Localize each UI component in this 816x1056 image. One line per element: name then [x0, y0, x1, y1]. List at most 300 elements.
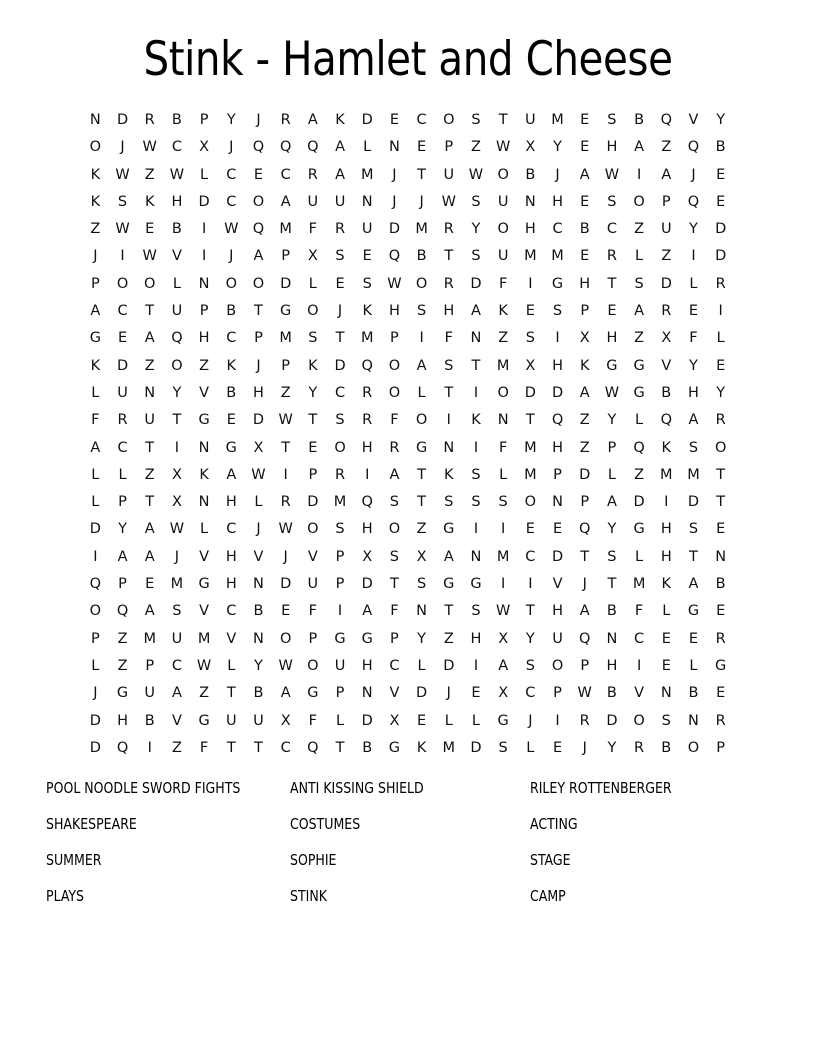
grid-cell[interactable]: A	[144, 521, 155, 538]
grid-cell[interactable]: I	[473, 657, 479, 674]
grid-cell[interactable]: T	[444, 603, 454, 620]
grid-cell[interactable]: G	[633, 521, 645, 538]
grid-cell[interactable]: Q	[307, 739, 319, 756]
grid-cell[interactable]: I	[174, 439, 180, 456]
grid-cell[interactable]: L	[689, 657, 698, 674]
grid-cell[interactable]: E	[716, 603, 726, 620]
grid-cell[interactable]: T	[471, 357, 481, 374]
grid-cell[interactable]: A	[90, 303, 101, 320]
grid-cell[interactable]: R	[443, 275, 454, 292]
grid-cell[interactable]: J	[93, 248, 98, 265]
grid-cell[interactable]: E	[552, 739, 563, 756]
grid-cell[interactable]: D	[660, 275, 672, 292]
grid-cell[interactable]: I	[446, 412, 451, 429]
grid-cell[interactable]: E	[716, 685, 726, 702]
grid-cell[interactable]: W	[441, 193, 456, 210]
grid-cell[interactable]: A	[226, 466, 237, 483]
grid-cell[interactable]: L	[172, 275, 181, 292]
grid-cell[interactable]: L	[689, 275, 698, 292]
grid-cell[interactable]: E	[253, 166, 264, 183]
grid-cell[interactable]: C	[226, 166, 237, 183]
grid-cell[interactable]: D	[198, 193, 210, 210]
grid-cell[interactable]: D	[280, 576, 292, 593]
grid-cell[interactable]: U	[225, 712, 237, 729]
grid-cell[interactable]: N	[89, 112, 101, 128]
grid-cell[interactable]: S	[607, 193, 617, 210]
grid-cell[interactable]: W	[142, 248, 157, 265]
grid-cell[interactable]: J	[256, 112, 261, 128]
grid-cell[interactable]: O	[307, 303, 319, 320]
grid-cell[interactable]: P	[553, 685, 562, 702]
grid-cell[interactable]: P	[90, 630, 100, 647]
grid-cell[interactable]: L	[200, 166, 209, 183]
grid-cell[interactable]: P	[308, 630, 318, 647]
grid-cell[interactable]: Z	[634, 330, 645, 347]
grid-cell[interactable]: O	[388, 384, 401, 401]
grid-cell[interactable]: R	[334, 221, 346, 238]
grid-cell[interactable]: Y	[607, 521, 617, 538]
grid-cell[interactable]: K	[226, 357, 237, 374]
grid-cell[interactable]: A	[335, 139, 345, 156]
grid-cell[interactable]: S	[308, 330, 318, 347]
grid-cell[interactable]: A	[688, 576, 699, 593]
grid-cell[interactable]: S	[688, 521, 699, 538]
grid-cell[interactable]: U	[171, 303, 183, 320]
grid-cell[interactable]: D	[334, 357, 346, 374]
grid-cell[interactable]: F	[498, 439, 508, 456]
grid-cell[interactable]: C	[525, 548, 536, 565]
grid-cell[interactable]: Z	[144, 466, 155, 483]
grid-cell[interactable]: N	[361, 685, 373, 702]
grid-cell[interactable]: C	[171, 657, 182, 674]
grid-cell[interactable]: X	[307, 248, 318, 265]
grid-cell[interactable]: I	[691, 248, 696, 265]
grid-cell[interactable]: H	[688, 384, 699, 401]
grid-cell[interactable]: N	[552, 494, 563, 511]
grid-cell[interactable]: I	[147, 739, 152, 756]
grid-cell[interactable]: S	[335, 521, 345, 538]
grid-cell[interactable]: E	[716, 166, 726, 183]
grid-cell[interactable]: C	[280, 739, 291, 756]
grid-cell[interactable]: O	[252, 193, 265, 210]
grid-cell[interactable]: R	[579, 712, 590, 729]
grid-cell[interactable]: T	[417, 466, 427, 483]
grid-cell[interactable]: B	[253, 685, 264, 702]
grid-cell[interactable]: R	[715, 630, 726, 647]
grid-cell[interactable]: R	[634, 739, 645, 756]
grid-cell[interactable]: T	[716, 466, 726, 483]
grid-cell[interactable]: T	[172, 412, 182, 429]
grid-cell[interactable]: K	[416, 739, 427, 756]
grid-cell[interactable]: S	[471, 112, 481, 128]
grid-cell[interactable]: S	[471, 248, 481, 265]
grid-cell[interactable]: W	[468, 166, 484, 183]
grid-cell[interactable]: J	[229, 248, 234, 265]
grid-cell[interactable]: H	[606, 139, 618, 156]
grid-cell[interactable]: E	[117, 330, 128, 347]
grid-cell[interactable]: B	[362, 739, 373, 756]
grid-cell[interactable]: R	[280, 494, 291, 511]
grid-cell[interactable]: R	[443, 221, 454, 238]
grid-cell[interactable]: S	[471, 466, 481, 483]
grid-cell[interactable]: V	[199, 384, 210, 401]
grid-cell[interactable]: S	[471, 494, 481, 511]
grid-cell[interactable]: T	[417, 494, 427, 511]
grid-cell[interactable]: V	[389, 685, 400, 702]
grid-cell[interactable]: C	[280, 166, 291, 183]
grid-cell[interactable]: E	[552, 521, 563, 538]
grid-cell[interactable]: Q	[660, 412, 672, 429]
grid-cell[interactable]: Q	[252, 221, 265, 238]
grid-cell[interactable]: P	[281, 357, 291, 374]
grid-cell[interactable]: Z	[634, 221, 645, 238]
grid-cell[interactable]: U	[307, 193, 319, 210]
grid-cell[interactable]: D	[89, 521, 101, 538]
grid-cell[interactable]: Q	[551, 412, 564, 429]
grid-cell[interactable]: W	[224, 221, 239, 238]
grid-cell[interactable]: Y	[172, 384, 182, 401]
grid-cell[interactable]: C	[606, 221, 617, 238]
grid-cell[interactable]: D	[361, 712, 373, 729]
grid-cell[interactable]: K	[90, 357, 101, 374]
grid-cell[interactable]: M	[442, 739, 456, 756]
grid-cell[interactable]: T	[335, 330, 345, 347]
letter-grid[interactable]	[82, 107, 735, 762]
grid-cell[interactable]: B	[715, 576, 726, 593]
grid-cell[interactable]: P	[580, 494, 590, 511]
grid-cell[interactable]: Q	[361, 357, 373, 374]
grid-cell[interactable]: P	[390, 630, 399, 647]
grid-cell[interactable]: O	[497, 384, 509, 401]
grid-cell[interactable]: F	[199, 739, 209, 756]
grid-cell[interactable]: Y	[471, 221, 481, 238]
grid-cell[interactable]: R	[280, 112, 291, 128]
grid-cell[interactable]: C	[117, 439, 128, 456]
grid-cell[interactable]: O	[279, 630, 292, 647]
grid-cell[interactable]: F	[308, 603, 318, 620]
grid-cell[interactable]: N	[388, 139, 400, 156]
grid-cell[interactable]: F	[444, 330, 453, 347]
grid-cell[interactable]: X	[579, 330, 590, 347]
grid-cell[interactable]: Y	[525, 630, 535, 647]
grid-cell[interactable]: L	[607, 466, 616, 483]
grid-cell[interactable]: K	[335, 112, 345, 128]
grid-cell[interactable]: C	[334, 384, 346, 401]
grid-cell[interactable]: S	[498, 494, 508, 511]
grid-cell[interactable]: J	[283, 548, 288, 565]
grid-cell[interactable]: U	[144, 412, 156, 429]
grid-cell[interactable]: E	[580, 139, 590, 156]
grid-cell[interactable]: D	[388, 221, 400, 238]
grid-cell[interactable]: X	[362, 548, 373, 565]
grid-cell[interactable]: M	[496, 548, 510, 565]
grid-cell[interactable]: T	[281, 439, 291, 456]
grid-cell[interactable]: J	[528, 712, 533, 729]
grid-cell[interactable]: U	[171, 630, 183, 647]
grid-cell[interactable]: Z	[199, 685, 210, 702]
grid-cell[interactable]: B	[226, 384, 237, 401]
grid-cell[interactable]: T	[607, 275, 617, 292]
grid-cell[interactable]: I	[555, 712, 560, 729]
grid-cell[interactable]: O	[415, 412, 428, 429]
grid-cell[interactable]: S	[117, 193, 128, 210]
grid-cell[interactable]: D	[551, 548, 564, 565]
grid-cell[interactable]: F	[689, 330, 698, 347]
grid-cell[interactable]: L	[363, 139, 372, 156]
grid-cell[interactable]: O	[307, 521, 319, 538]
grid-cell[interactable]: Y	[308, 384, 318, 401]
grid-cell[interactable]: Y	[607, 412, 617, 429]
grid-cell[interactable]: E	[226, 412, 236, 429]
grid-cell[interactable]: R	[307, 166, 318, 183]
grid-cell[interactable]: E	[281, 603, 291, 620]
grid-cell[interactable]: H	[552, 357, 563, 374]
grid-cell[interactable]: Y	[226, 112, 236, 128]
grid-cell[interactable]: N	[361, 193, 373, 210]
grid-cell[interactable]: B	[579, 221, 590, 238]
grid-cell[interactable]: E	[525, 521, 535, 538]
grid-cell[interactable]: A	[253, 248, 264, 265]
grid-cell[interactable]: A	[117, 548, 128, 565]
grid-cell[interactable]: P	[308, 466, 318, 483]
grid-cell[interactable]: K	[90, 193, 101, 210]
grid-cell[interactable]: D	[443, 657, 455, 674]
grid-cell[interactable]: R	[362, 384, 373, 401]
grid-cell[interactable]: H	[361, 657, 373, 674]
grid-cell[interactable]: P	[580, 657, 590, 674]
grid-cell[interactable]: X	[253, 439, 264, 456]
grid-cell[interactable]: S	[607, 112, 617, 128]
grid-cell[interactable]: L	[635, 248, 644, 265]
grid-cell[interactable]: W	[577, 685, 592, 702]
grid-cell[interactable]: Z	[443, 630, 454, 647]
grid-cell[interactable]: H	[606, 657, 618, 674]
grid-cell[interactable]: L	[200, 521, 209, 538]
grid-cell[interactable]: U	[443, 166, 455, 183]
grid-cell[interactable]: A	[90, 439, 101, 456]
grid-cell[interactable]: R	[661, 303, 672, 320]
grid-cell[interactable]: L	[227, 657, 236, 674]
grid-cell[interactable]: D	[715, 248, 727, 265]
grid-cell[interactable]: W	[387, 275, 402, 292]
grid-cell[interactable]: R	[715, 712, 726, 729]
grid-cell[interactable]: V	[634, 685, 645, 702]
grid-cell[interactable]: I	[419, 330, 424, 347]
grid-cell[interactable]: V	[253, 548, 264, 565]
grid-cell[interactable]: B	[688, 685, 699, 702]
grid-cell[interactable]: M	[551, 248, 564, 265]
grid-cell[interactable]: G	[225, 439, 237, 456]
grid-cell[interactable]: S	[607, 548, 617, 565]
grid-cell[interactable]: G	[551, 275, 564, 292]
grid-cell[interactable]: G	[89, 330, 101, 347]
grid-cell[interactable]: S	[172, 603, 182, 620]
grid-cell[interactable]: O	[307, 657, 319, 674]
grid-cell[interactable]: Q	[687, 193, 700, 210]
grid-cell[interactable]: O	[252, 275, 265, 292]
grid-cell[interactable]: S	[525, 657, 535, 674]
grid-cell[interactable]: I	[283, 466, 288, 483]
grid-cell[interactable]: Y	[118, 521, 127, 538]
grid-cell[interactable]: M	[415, 221, 428, 238]
grid-cell[interactable]: M	[551, 112, 564, 128]
grid-cell[interactable]: Z	[579, 439, 590, 456]
grid-cell[interactable]: E	[688, 630, 699, 647]
grid-cell[interactable]: D	[307, 494, 319, 511]
grid-cell[interactable]: G	[307, 685, 319, 702]
grid-cell[interactable]: E	[389, 112, 399, 128]
grid-cell[interactable]: A	[688, 412, 699, 429]
grid-cell[interactable]: P	[335, 576, 345, 593]
grid-cell[interactable]: L	[635, 548, 644, 565]
grid-cell[interactable]: H	[470, 630, 482, 647]
grid-cell[interactable]: E	[145, 576, 155, 593]
grid-cell[interactable]: R	[715, 275, 726, 292]
grid-cell[interactable]: Q	[171, 330, 183, 347]
grid-cell[interactable]: H	[225, 548, 237, 565]
grid-cell[interactable]: P	[90, 275, 100, 292]
grid-cell[interactable]: A	[579, 166, 590, 183]
grid-cell[interactable]: S	[335, 248, 345, 265]
grid-cell[interactable]: H	[253, 384, 264, 401]
grid-cell[interactable]: U	[117, 384, 128, 401]
grid-cell[interactable]: X	[389, 712, 400, 729]
grid-cell[interactable]: A	[579, 384, 590, 401]
grid-cell[interactable]: A	[280, 685, 291, 702]
grid-cell[interactable]: X	[525, 357, 536, 374]
grid-cell[interactable]: C	[117, 303, 128, 320]
grid-cell[interactable]: O	[116, 275, 129, 292]
grid-cell[interactable]: Z	[117, 657, 128, 674]
grid-cell[interactable]: G	[198, 576, 210, 593]
grid-cell[interactable]: Y	[716, 112, 726, 128]
grid-cell[interactable]: C	[226, 193, 237, 210]
grid-cell[interactable]: A	[634, 139, 645, 156]
grid-cell[interactable]: W	[278, 412, 293, 429]
grid-cell[interactable]: T	[145, 303, 155, 320]
grid-cell[interactable]: W	[142, 139, 157, 156]
grid-cell[interactable]: H	[552, 439, 563, 456]
grid-cell[interactable]: O	[171, 357, 183, 374]
grid-cell[interactable]: Z	[416, 521, 427, 538]
grid-cell[interactable]: A	[362, 603, 373, 620]
grid-cell[interactable]: E	[335, 275, 345, 292]
grid-cell[interactable]: A	[389, 466, 400, 483]
grid-cell[interactable]: E	[716, 521, 726, 538]
grid-cell[interactable]: J	[337, 303, 343, 320]
grid-cell[interactable]: R	[389, 439, 400, 456]
grid-cell[interactable]: R	[362, 412, 373, 429]
grid-cell[interactable]: O	[334, 439, 346, 456]
grid-cell[interactable]: Y	[254, 657, 263, 674]
grid-cell[interactable]: S	[498, 739, 508, 756]
grid-cell[interactable]: A	[307, 112, 318, 128]
grid-cell[interactable]: N	[144, 384, 156, 401]
grid-cell[interactable]: K	[308, 357, 318, 374]
grid-cell[interactable]: H	[579, 275, 591, 292]
grid-cell[interactable]: W	[169, 166, 185, 183]
grid-cell[interactable]: B	[171, 112, 182, 128]
grid-cell[interactable]: T	[226, 739, 236, 756]
grid-cell[interactable]: E	[716, 357, 726, 374]
grid-cell[interactable]: Y	[417, 630, 427, 647]
grid-cell[interactable]: O	[497, 166, 509, 183]
grid-cell[interactable]: P	[254, 330, 263, 347]
grid-cell[interactable]: D	[116, 357, 129, 374]
grid-cell[interactable]: W	[278, 657, 293, 674]
grid-cell[interactable]: H	[660, 521, 672, 538]
grid-cell[interactable]: M	[333, 494, 347, 511]
grid-cell[interactable]: N	[416, 603, 428, 620]
grid-cell[interactable]: L	[526, 739, 535, 756]
grid-cell[interactable]: J	[256, 521, 261, 538]
grid-cell[interactable]: Z	[471, 139, 481, 156]
grid-cell[interactable]: F	[308, 712, 318, 729]
grid-cell[interactable]: R	[117, 412, 128, 429]
grid-cell[interactable]: T	[716, 494, 726, 511]
grid-cell[interactable]: E	[716, 193, 726, 210]
grid-cell[interactable]: L	[417, 657, 426, 674]
grid-cell[interactable]: V	[199, 548, 210, 565]
grid-cell[interactable]: W	[251, 466, 266, 483]
grid-cell[interactable]: J	[256, 357, 261, 374]
grid-cell[interactable]: K	[90, 166, 101, 183]
grid-cell[interactable]: G	[606, 357, 618, 374]
grid-cell[interactable]: L	[254, 494, 263, 511]
grid-cell[interactable]: N	[443, 439, 455, 456]
grid-cell[interactable]: N	[198, 439, 210, 456]
grid-cell[interactable]: Z	[634, 466, 645, 483]
grid-cell[interactable]: D	[252, 412, 265, 429]
grid-cell[interactable]: B	[171, 221, 182, 238]
grid-cell[interactable]: W	[495, 139, 511, 156]
grid-cell[interactable]: C	[226, 330, 237, 347]
grid-cell[interactable]: S	[661, 712, 671, 729]
grid-cell[interactable]: D	[470, 739, 482, 756]
grid-cell[interactable]: T	[525, 412, 535, 429]
grid-cell[interactable]: T	[308, 412, 318, 429]
grid-cell[interactable]: Z	[144, 357, 155, 374]
grid-cell[interactable]: N	[715, 548, 727, 565]
grid-cell[interactable]: N	[688, 712, 699, 729]
grid-cell[interactable]: V	[199, 603, 210, 620]
grid-cell[interactable]: C	[226, 521, 237, 538]
grid-cell[interactable]: T	[417, 166, 427, 183]
grid-cell[interactable]: J	[392, 166, 397, 183]
grid-cell[interactable]: W	[495, 603, 511, 620]
grid-cell[interactable]: P	[661, 193, 671, 210]
grid-cell[interactable]: X	[171, 494, 182, 511]
grid-cell[interactable]: T	[145, 439, 155, 456]
grid-cell[interactable]: H	[524, 221, 536, 238]
grid-cell[interactable]: V	[226, 630, 237, 647]
grid-cell[interactable]: Z	[117, 630, 128, 647]
grid-cell[interactable]: D	[633, 494, 645, 511]
grid-cell[interactable]: Y	[689, 221, 698, 238]
grid-cell[interactable]: B	[634, 112, 645, 128]
grid-cell[interactable]: I	[555, 330, 560, 347]
grid-cell[interactable]: P	[118, 494, 127, 511]
grid-cell[interactable]: J	[419, 193, 424, 210]
grid-cell[interactable]: Y	[689, 357, 698, 374]
grid-cell[interactable]: S	[362, 275, 372, 292]
grid-cell[interactable]: M	[524, 248, 537, 265]
grid-cell[interactable]: E	[607, 303, 617, 320]
grid-cell[interactable]: I	[501, 576, 506, 593]
grid-cell[interactable]: D	[116, 112, 129, 128]
grid-cell[interactable]: L	[308, 275, 317, 292]
grid-cell[interactable]: S	[416, 576, 427, 593]
